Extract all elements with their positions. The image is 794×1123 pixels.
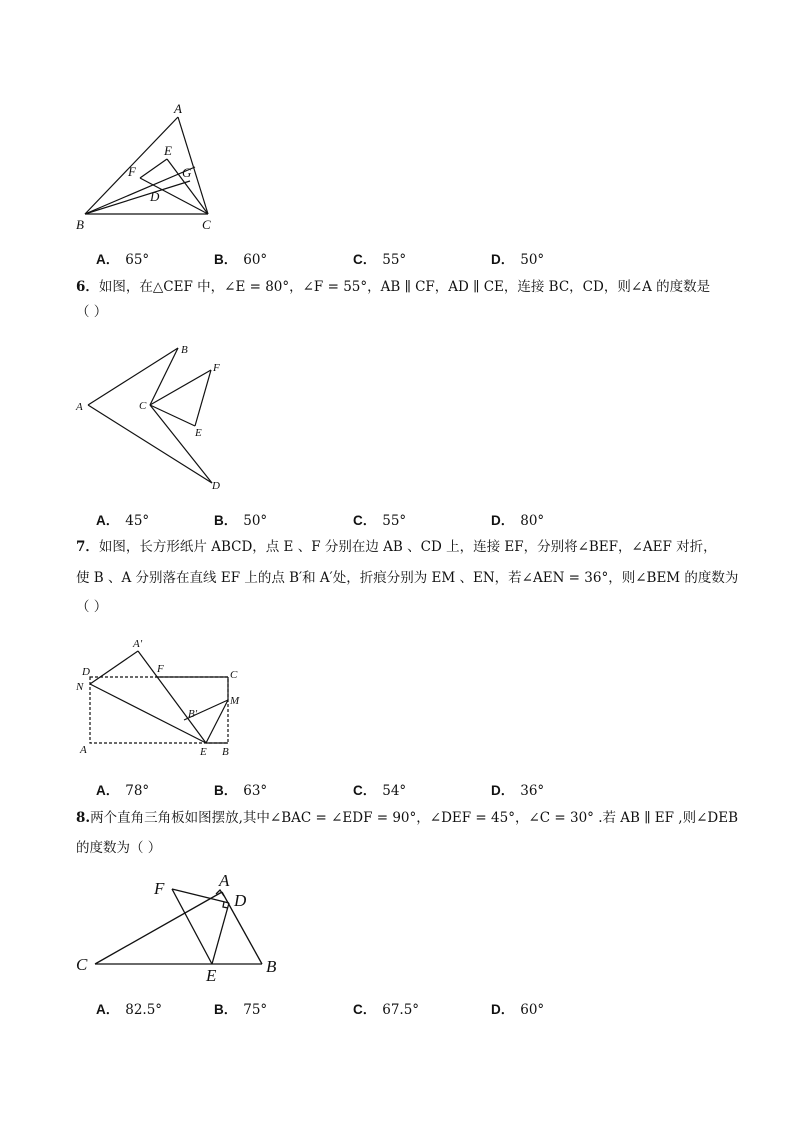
q6-label-C: C (139, 400, 147, 412)
q7-label-M: M (230, 695, 240, 707)
q6-label-A: A (76, 401, 83, 413)
q6-stem-line2: （ ） (76, 304, 108, 320)
q7-stem-line1: 7．如图，长方形纸片 ABCD，点 E 、F 分别在边 AB 、CD 上，连接 EF，分别将∠BEF，∠AEF 对折， (76, 539, 717, 555)
q5-label-F: F (128, 164, 136, 179)
q6-label-D: D (212, 480, 220, 492)
q7-option-a[interactable]: A． 78° (96, 783, 150, 799)
q7-label-A1: A′ (133, 638, 143, 650)
q7-option-b[interactable]: B． 63° (214, 783, 268, 799)
q8-option-d[interactable]: D． 60° (491, 1002, 545, 1018)
q6-label-F: F (213, 362, 220, 374)
q6-option-d[interactable]: D． 80° (491, 513, 545, 529)
q8-option-a[interactable]: A． 82.5° (96, 1002, 163, 1018)
q5-label-G: G (182, 165, 192, 180)
q7-label-B1: B′ (188, 708, 198, 720)
q7-label-N: N (76, 681, 84, 693)
q8-label-C: C (76, 955, 88, 974)
q6-option-a[interactable]: A． 45° (96, 513, 150, 529)
q5-label-C: C (202, 217, 211, 232)
q5-label-B: B (76, 217, 84, 232)
q8-stem-line1: 8.两个直角三角板如图摆放,其中∠BAC = ∠EDF = 90°，∠DEF = 45°，∠C = 30° .若 AB ∥ EF ,则∠DEB (76, 810, 738, 826)
q8-label-E: E (206, 966, 217, 985)
q5-label-A: A (174, 101, 182, 116)
q7-label-C: C (230, 669, 238, 681)
q7-option-c[interactable]: C． 54° (353, 783, 407, 799)
q6-option-b[interactable]: B． 50° (214, 513, 268, 529)
q7-label-E: E (200, 746, 207, 758)
q5-label-E: E (164, 143, 172, 158)
q6-label-B: B (181, 344, 188, 356)
q7-stem-line2: 使 B 、A 分别落在直线 EF 上的点 B′和 A′处，折痕分别为 EM 、EN，若∠AEN = 36°，则∠BEM 的度数为 (76, 570, 739, 586)
q6-stem-line1: 6．如图，在△CEF 中，∠E = 80°，∠F = 55°，AB ∥ CF，AD ∥ CE，连接 BC，CD，则∠A 的度数是 (76, 279, 711, 295)
q5-label-D: D (150, 189, 160, 204)
q8-label-D: D (234, 891, 247, 910)
q7-label-B: B (222, 746, 229, 758)
q5-option-a[interactable]: A． 65° (96, 252, 150, 268)
q7-option-d[interactable]: D． 36° (491, 783, 545, 799)
q8-option-c[interactable]: C． 67.5° (353, 1002, 420, 1018)
q7-label-F: F (157, 663, 164, 675)
q8-label-A: A (219, 871, 230, 890)
q8-label-B: B (266, 957, 277, 976)
q8-option-b[interactable]: B． 75° (214, 1002, 268, 1018)
q7-stem-line3: （ ） (76, 599, 108, 615)
q5-option-b[interactable]: B． 60° (214, 252, 268, 268)
q5-option-c[interactable]: C． 55° (353, 252, 407, 268)
q7-label-D: D (82, 666, 90, 678)
q5-option-d[interactable]: D． 50° (491, 252, 545, 268)
q6-label-E: E (195, 427, 202, 439)
q8-stem-line2: 的度数为（ ） (76, 840, 162, 856)
q6-option-c[interactable]: C． 55° (353, 513, 407, 529)
q7-label-A: A (80, 744, 87, 756)
q8-label-F: F (154, 879, 165, 898)
